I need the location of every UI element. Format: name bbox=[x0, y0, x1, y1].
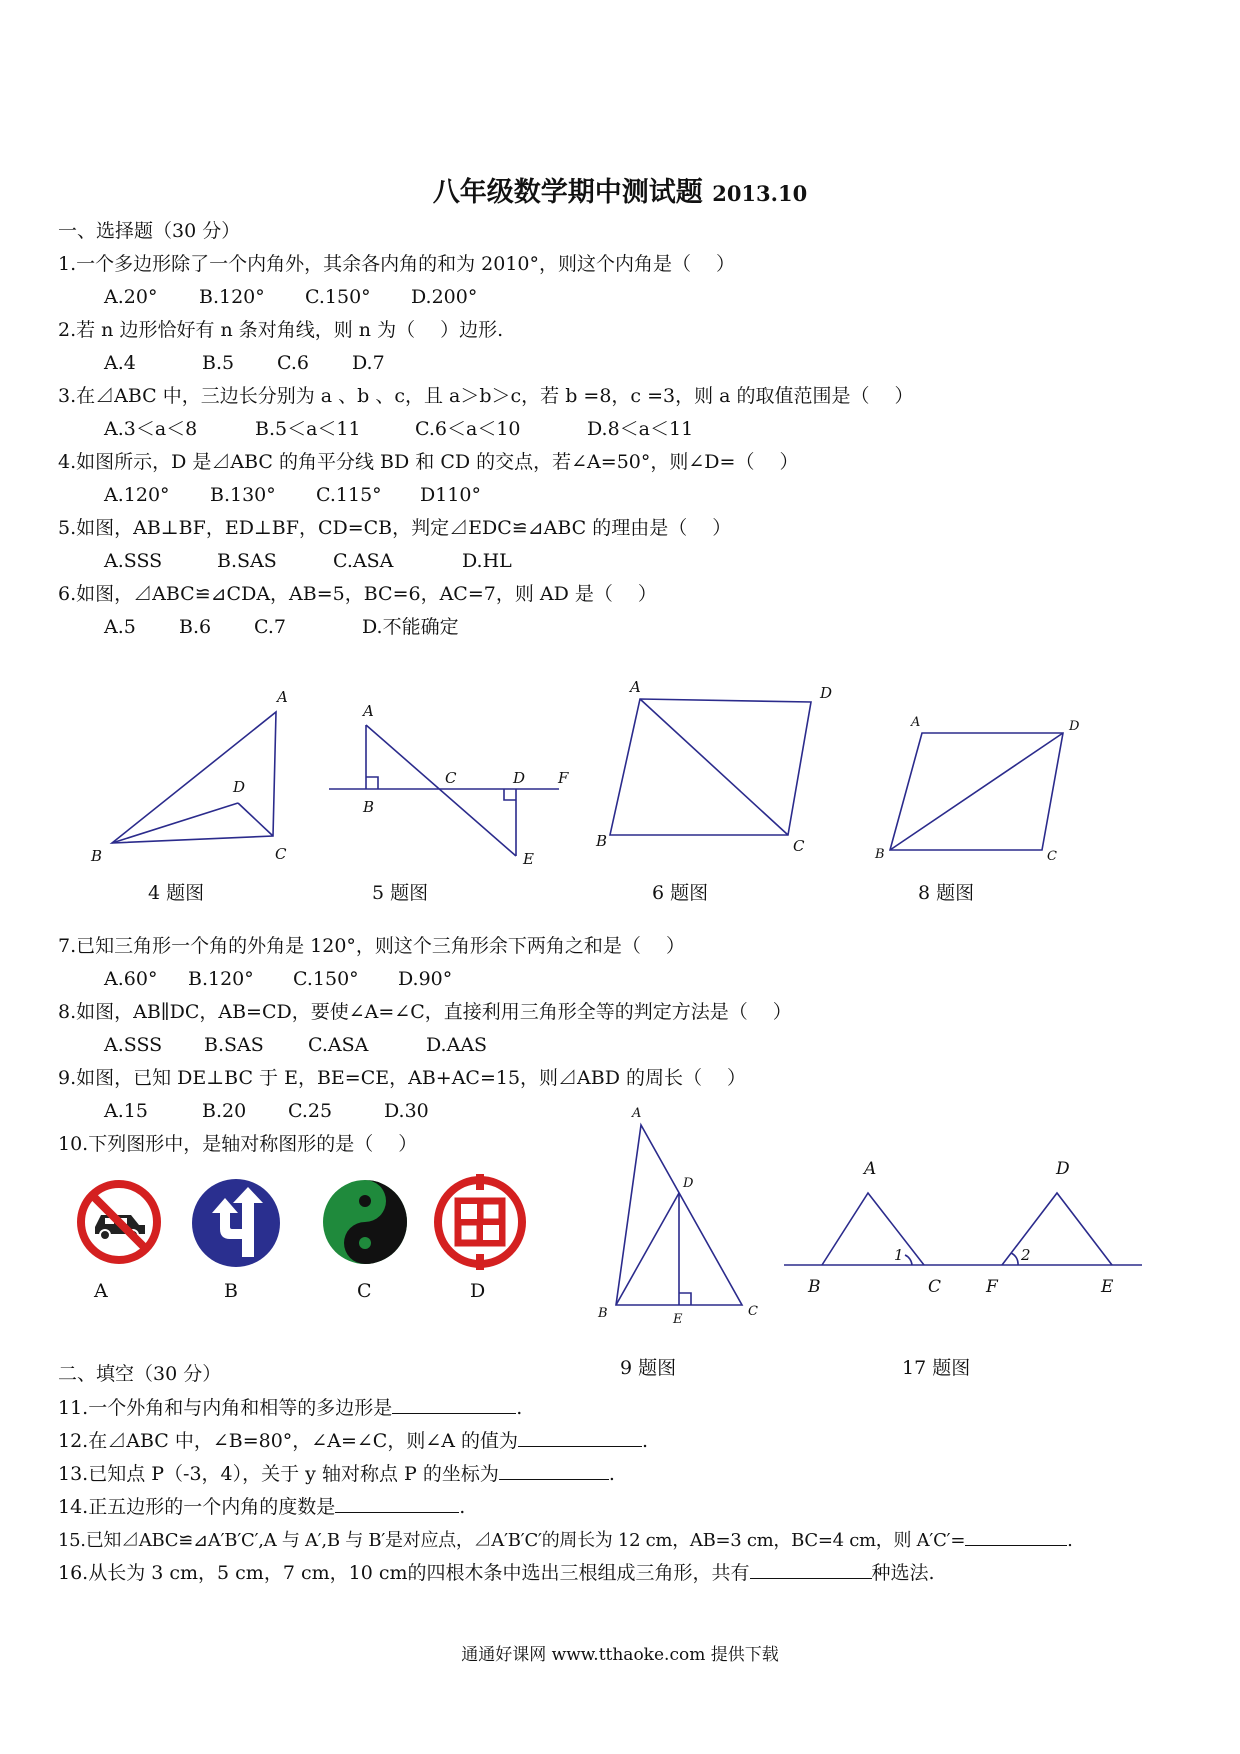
label-A: A bbox=[277, 688, 288, 706]
question-9: 9.如图，已知 DE⊥BC 于 E，BE=CE，AB+AC=15，则⊿ABD 的周长（ ） bbox=[58, 1067, 747, 1089]
answer-blank bbox=[965, 1527, 1067, 1546]
figure-6-parallelogram bbox=[590, 678, 850, 868]
option: B.SAS bbox=[217, 550, 277, 572]
option: B.130° bbox=[210, 484, 276, 506]
option: C.25 bbox=[288, 1100, 333, 1122]
option: D110° bbox=[420, 484, 481, 506]
question-4: 4.如图所示，D 是⊿ABC 的角平分线 BD 和 CD 的交点，若∠A=50°，则∠D=（ ） bbox=[58, 451, 799, 473]
label-E: E bbox=[1101, 1277, 1114, 1297]
option: B.120° bbox=[199, 286, 265, 308]
question-10: 10.下列图形中，是轴对称图形的是（ ） bbox=[58, 1133, 418, 1155]
option: A.15 bbox=[104, 1100, 148, 1122]
figure-8-parallelogram bbox=[873, 708, 1103, 868]
label-A: A bbox=[864, 1159, 877, 1179]
question-9-options bbox=[104, 1099, 429, 1123]
label-C: C bbox=[748, 1304, 758, 1319]
option: B.6 bbox=[179, 616, 212, 638]
label-D: D bbox=[1069, 719, 1080, 734]
figure-6-caption: 6 题图 bbox=[652, 882, 709, 904]
question-5: 5.如图，AB⊥BF，ED⊥BF，CD=CB，判定⊿EDC≌⊿ABC 的理由是（ ） bbox=[58, 517, 732, 539]
no-car-sign-icon bbox=[74, 1177, 164, 1267]
title-text: 八年级数学期中测试题 bbox=[432, 177, 703, 208]
question-2-options bbox=[104, 351, 385, 375]
label-B: B bbox=[598, 1306, 608, 1321]
option: C.6＜a＜10 bbox=[415, 418, 521, 440]
answer-blank bbox=[392, 1395, 516, 1414]
section-heading: 二、填空（30 分） bbox=[58, 1363, 222, 1385]
option: A.60° bbox=[104, 968, 158, 990]
question-text: 13.已知点 P（-3，4），关于 y 轴对称点 P 的坐标为 bbox=[58, 1463, 499, 1485]
option: D.8＜a＜11 bbox=[587, 418, 694, 440]
option: C.150° bbox=[293, 968, 359, 990]
question-text: 16.从长为 3 cm，5 cm，7 cm，10 cm的四根木条中选出三根组成三角形，共有 bbox=[58, 1562, 750, 1584]
period: . bbox=[459, 1496, 466, 1518]
label-D: D bbox=[683, 1176, 694, 1191]
bank-logo-icon bbox=[432, 1174, 528, 1270]
question-15 bbox=[58, 1527, 1073, 1553]
label-B: B bbox=[91, 847, 103, 865]
answer-blank bbox=[335, 1494, 459, 1513]
label-A: A bbox=[911, 715, 921, 730]
period: . bbox=[608, 1463, 615, 1485]
option: D.90° bbox=[398, 968, 453, 990]
question-2: 2.若 n 边形恰好有 n 条对角线，则 n 为（ ）边形. bbox=[58, 319, 504, 341]
label-E: E bbox=[523, 850, 534, 868]
label-A: A bbox=[363, 702, 374, 720]
logo-label-d: D bbox=[470, 1280, 486, 1302]
answer-blank bbox=[518, 1428, 642, 1447]
figure-8-caption: 8 题图 bbox=[918, 882, 975, 904]
option: D.不能确定 bbox=[362, 616, 459, 638]
question-6: 6.如图，⊿ABC≌⊿CDA，AB=5，BC=6，AC=7，则 AD 是（ ） bbox=[58, 583, 657, 605]
question-11 bbox=[58, 1395, 522, 1420]
question-16 bbox=[58, 1560, 935, 1585]
figure-5-diagram bbox=[325, 698, 585, 878]
page-footer: 通通好课网 www.tthaoke.com 提供下载 bbox=[461, 1645, 779, 1665]
label-B: B bbox=[808, 1277, 821, 1297]
option: B.5 bbox=[202, 352, 235, 374]
page-title bbox=[0, 170, 1240, 209]
label-2: 2 bbox=[1021, 1246, 1031, 1264]
label-D: D bbox=[513, 769, 526, 787]
figure-4-caption: 4 题图 bbox=[148, 882, 205, 904]
figure-5-caption: 5 题图 bbox=[372, 882, 429, 904]
label-C: C bbox=[275, 845, 287, 863]
option: A.5 bbox=[104, 616, 136, 638]
option: A.20° bbox=[104, 286, 158, 308]
option: D.HL bbox=[462, 550, 512, 572]
question-1-options bbox=[104, 285, 477, 309]
question-text: 12.在⊿ABC 中，∠B=80°，∠A=∠C，则∠A 的值为 bbox=[58, 1430, 519, 1452]
figure-9-triangle bbox=[596, 1105, 776, 1335]
period: . bbox=[1067, 1530, 1073, 1551]
label-A: A bbox=[632, 1106, 642, 1121]
question-14 bbox=[58, 1494, 465, 1519]
option: C.ASA bbox=[333, 550, 394, 572]
option: B.20 bbox=[202, 1100, 247, 1122]
yin-yang-icon bbox=[321, 1178, 409, 1266]
figure-9-caption: 9 题图 bbox=[620, 1357, 677, 1379]
answer-blank bbox=[750, 1560, 872, 1579]
question-6-options bbox=[104, 615, 459, 639]
logo-label-c: C bbox=[357, 1280, 372, 1302]
option: B.5＜a＜11 bbox=[255, 418, 361, 440]
turn-direction-sign-icon bbox=[190, 1177, 282, 1269]
logo-label-a: A bbox=[94, 1280, 108, 1302]
label-F: F bbox=[986, 1277, 998, 1297]
label-D: D bbox=[1056, 1159, 1070, 1179]
option: D.AAS bbox=[426, 1034, 488, 1056]
question-text: 11.一个外角和与内角和相等的多边形是 bbox=[58, 1397, 393, 1419]
question-3-options bbox=[104, 417, 693, 441]
question-7-options bbox=[104, 967, 452, 991]
label-B: B bbox=[596, 832, 608, 850]
option: C.150° bbox=[305, 286, 371, 308]
label-C: C bbox=[445, 769, 457, 787]
question-13 bbox=[58, 1461, 615, 1486]
figure-4-triangle bbox=[85, 688, 305, 868]
option: C.115° bbox=[316, 484, 382, 506]
title-date: 2013.10 bbox=[712, 181, 808, 206]
option: D.7 bbox=[352, 352, 385, 374]
option: D.200° bbox=[411, 286, 478, 308]
option: C.ASA bbox=[308, 1034, 369, 1056]
option: D.30 bbox=[384, 1100, 429, 1122]
question-3: 3.在⊿ABC 中，三边长分别为 a 、b 、c，且 a＞b＞c，若 b =8，c =3，则 a 的取值范围是（ ） bbox=[58, 385, 914, 407]
label-D: D bbox=[820, 684, 833, 702]
logo-label-b: B bbox=[224, 1280, 238, 1302]
question-text-end: 种选法. bbox=[871, 1562, 935, 1584]
question-4-options bbox=[104, 483, 481, 507]
label-C: C bbox=[793, 837, 805, 855]
option: A.3＜a＜8 bbox=[104, 418, 198, 440]
question-12 bbox=[58, 1428, 648, 1453]
label-F: F bbox=[558, 769, 569, 787]
answer-blank bbox=[499, 1461, 609, 1480]
option: B.120° bbox=[188, 968, 254, 990]
label-D: D bbox=[233, 778, 246, 796]
label-C: C bbox=[928, 1277, 942, 1297]
question-7: 7.已知三角形一个角的外角是 120°，则这个三角形余下两角之和是（ ） bbox=[58, 935, 685, 957]
option: B.SAS bbox=[204, 1034, 264, 1056]
question-8-options bbox=[104, 1033, 487, 1057]
option: C.6 bbox=[277, 352, 309, 374]
question-5-options bbox=[104, 549, 512, 573]
question-8: 8.如图，AB∥DC，AB=CD，要使∠A=∠C，直接利用三角形全等的判定方法是（ ） bbox=[58, 1001, 792, 1023]
label-B: B bbox=[363, 798, 375, 816]
question-text: 14.正五边形的一个内角的度数是 bbox=[58, 1496, 336, 1518]
option: A.SSS bbox=[104, 1034, 163, 1056]
section-heading: 一、选择题（30 分） bbox=[58, 220, 241, 242]
label-1: 1 bbox=[894, 1246, 904, 1264]
label-A: A bbox=[630, 678, 641, 696]
period: . bbox=[516, 1397, 523, 1419]
figure-17-caption: 17 题图 bbox=[902, 1357, 971, 1379]
option: A.SSS bbox=[104, 550, 163, 572]
label-B: B bbox=[875, 847, 885, 862]
figure-17-diagram bbox=[780, 1158, 1150, 1298]
question-1: 1.一个多边形除了一个内角外，其余各内角的和为 2010°，则这个内角是（ ） bbox=[58, 253, 736, 275]
period: . bbox=[642, 1430, 649, 1452]
option: A.120° bbox=[104, 484, 170, 506]
label-E: E bbox=[673, 1312, 683, 1327]
option: A.4 bbox=[104, 352, 136, 374]
question-text: 15.已知⊿ABC≌⊿A′B′C′,A 与 A′,B 与 B′是对应点，⊿A′B′C′的周长为 12 cm，AB=3 cm，BC=4 cm，则 A′C′= bbox=[58, 1530, 966, 1551]
option: C.7 bbox=[254, 616, 286, 638]
label-C: C bbox=[1047, 849, 1057, 864]
